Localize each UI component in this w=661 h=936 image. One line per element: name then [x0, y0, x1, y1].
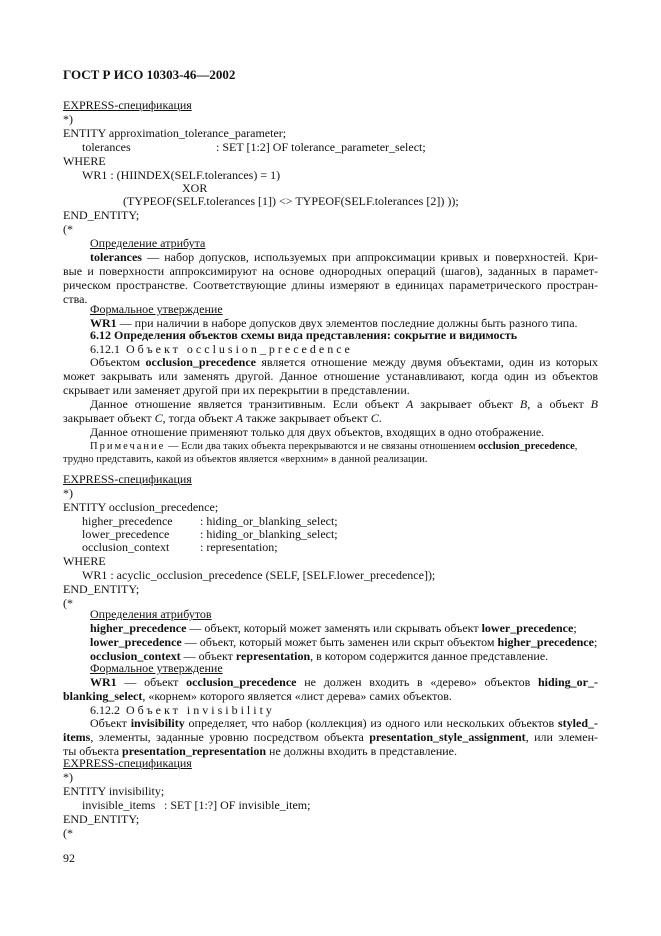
text: , а объект — [527, 397, 591, 411]
term: presentation_style_assignment — [369, 730, 526, 744]
comment-open: *) — [63, 112, 73, 126]
attr-def-heading: Определение атрибута — [90, 236, 206, 250]
text: ; — [593, 635, 598, 649]
attribute-name: lower_precedence — [82, 527, 170, 541]
text: определяет, что набор (коллекция) из одного или нескольких объектов — [184, 716, 558, 730]
rule-label: WR1 — [90, 316, 117, 330]
term: items — [63, 730, 91, 744]
comment-close: (* — [63, 826, 73, 840]
where-clause: WHERE — [63, 554, 106, 568]
var: A — [405, 397, 414, 411]
term: hiding_or_- — [537, 675, 598, 689]
attribute-type: : SET [1:2] OF tolerance_parameter_select; — [216, 140, 426, 154]
end-entity: END_ENTITY; — [63, 208, 140, 222]
text: , тогда объект — [162, 411, 236, 425]
text: — объект — [180, 649, 236, 663]
where-rule-cont: (TYPEOF(SELF.tolerances [1]) <> TYPEOF(SELF.tolerances [2]) )); — [123, 194, 459, 208]
text: ; — [573, 621, 577, 635]
attribute-type: : hiding_or_blanking_select; — [200, 514, 338, 528]
text: — набор допусков, используемых при аппроксимации кривых и поверхностей. Кри- — [141, 250, 598, 264]
note-label: Примечание — [90, 441, 166, 452]
comment-close: (* — [63, 596, 73, 610]
paragraph-line — [63, 411, 382, 425]
term: invisibility — [130, 716, 185, 730]
text: не должны входить в представление. — [266, 744, 458, 758]
page-number: 92 — [63, 851, 75, 865]
subsection-heading — [90, 703, 275, 717]
text: является отношение между двумя объектами, один из которых — [255, 355, 598, 369]
text: Данное отношение является транзитивным. Если объект — [90, 397, 406, 411]
formal-rule-cont — [63, 689, 452, 703]
term: styled_- — [558, 716, 598, 730]
attribute-type: : SET [1:?] OF invisible_item; — [164, 798, 311, 812]
subsection-name: invisibility — [186, 703, 275, 717]
text: — объект, который может заменять или скрывать объект — [186, 621, 482, 635]
subsection-heading — [90, 342, 353, 356]
text: — объект, который может быть заменен или скрыт объектом — [181, 635, 498, 649]
entity-declaration: ENTITY invisibility; — [63, 784, 165, 798]
comment-open: *) — [63, 486, 73, 500]
document-header: ГОСТ Р ИСО 10303-46—2002 — [63, 67, 236, 82]
subsection-number: 6.12.2 — [90, 703, 120, 717]
attr-def-paragraph-line — [63, 250, 598, 264]
attr-def-line — [90, 635, 597, 649]
entity-declaration: ENTITY approximation_tolerance_parameter; — [63, 126, 287, 140]
where-rule-xor: XOR — [182, 181, 208, 195]
text: , «корнем» которого является «лист дерева» самих объектов. — [142, 689, 452, 703]
text: , в котором содержится данное представление. — [310, 649, 549, 663]
where-rule: WR1 : acyclic_occlusion_precedence (SELF, [SELF.lower_precedence]); — [82, 568, 436, 582]
attr-defs-heading: Определения атрибутов — [90, 607, 212, 621]
var: A — [235, 411, 244, 425]
text: , элементы, заданные уровню посредством объекта — [90, 730, 370, 744]
paragraph-line: может закрывать или заменять другой. Данное отношение устанавливают, когда один из объектов — [63, 369, 598, 383]
express-spec-title: EXPRESS-спецификация — [63, 756, 192, 770]
text: Объектом — [90, 355, 146, 369]
text: , — [574, 441, 578, 452]
term: higher_precedence — [90, 621, 187, 635]
text: закрывает объект — [413, 397, 520, 411]
attr-def-line — [90, 621, 577, 635]
section-heading: 6.12 Определения объектов схемы вида представления: сокрытие и видимость — [90, 328, 518, 342]
term: occlusion_precedence — [478, 441, 575, 452]
term: occlusion_context — [90, 649, 181, 663]
term: representation — [235, 649, 311, 663]
paragraph-line — [63, 355, 598, 369]
text: . — [378, 411, 382, 425]
rule-label: WR1 — [90, 675, 117, 689]
var: B — [590, 397, 598, 411]
text: ты объекта — [63, 744, 123, 758]
term: lower_precedence — [90, 635, 182, 649]
paragraph-line — [63, 730, 598, 744]
subsection-label: Объект — [126, 703, 181, 717]
text: не должен входить в «дерево» объектов — [296, 675, 538, 689]
text: закрывает объект — [63, 411, 155, 425]
attribute-type: : representation; — [200, 540, 278, 554]
formal-rule — [63, 675, 598, 689]
express-spec-title: EXPRESS-спецификация — [63, 472, 192, 486]
rule-text: — при наличии в наборе допусков двух элементов последние должны быть разного типа. — [116, 316, 578, 330]
note-line: трудно представить, какой из объектов является «верхним» в данной реализации. — [63, 454, 428, 465]
comment-open: *) — [63, 770, 73, 784]
var: C — [370, 411, 379, 425]
attribute-name: tolerances — [82, 140, 131, 154]
where-rule: WR1 : (HIINDEX(SELF.tolerances) = 1) — [82, 168, 281, 182]
attr-def-paragraph-line: ства. — [63, 292, 88, 306]
formal-heading: Формальное утверждение — [90, 661, 223, 675]
entity-declaration: ENTITY occlusion_precedence; — [63, 500, 219, 514]
subsection-number: 6.12.1 — [90, 342, 120, 356]
attribute-name: invisible_items — [82, 798, 156, 812]
text: также закрывает объект — [243, 411, 371, 425]
term: occlusion_precedence — [145, 355, 256, 369]
end-entity: END_ENTITY; — [63, 812, 140, 826]
end-entity: END_ENTITY; — [63, 582, 140, 596]
attribute-name: occlusion_context — [82, 540, 170, 554]
var: B — [519, 397, 528, 411]
text: — Если два таких объекта перекрываются и не связаны отношением — [165, 441, 479, 452]
var: C — [154, 411, 163, 425]
paragraph-line: скрывает или заменяет другой при их перекрытии в представлении. — [63, 383, 410, 397]
text: , или элемен- — [525, 730, 598, 744]
paragraph-line: Данное отношение применяют только для двух объектов, входящих в одно отображение. — [90, 425, 545, 439]
term: presentation_representation — [122, 744, 267, 758]
term: tolerances — [90, 250, 142, 264]
subsection-label: Объект — [126, 342, 181, 356]
attr-def-paragraph-line: вые и поверхности аппроксимируют на основе однородных операций (шагов), заданных в парамет- — [63, 264, 598, 278]
where-clause: WHERE — [63, 154, 106, 168]
attribute-type: : hiding_or_blanking_select; — [200, 527, 338, 541]
formal-heading: Формальное утверждение — [90, 302, 223, 316]
term: occlusion_precedence — [186, 675, 297, 689]
subsection-name: occlusion_precedence — [186, 342, 353, 356]
text: Объект — [90, 716, 131, 730]
attr-def-paragraph-line: рическом пространстве. Соответствующие длины измеряют в единицах параметрического простран- — [63, 278, 598, 292]
express-spec-title: EXPRESS-спецификация — [63, 98, 192, 112]
term: lower_precedence — [481, 621, 574, 635]
comment-close: (* — [63, 222, 73, 236]
term: higher_precedence — [497, 635, 594, 649]
note-line — [90, 440, 577, 454]
attribute-name: higher_precedence — [82, 514, 173, 528]
paragraph-line — [63, 397, 598, 411]
paragraph-line — [63, 716, 598, 730]
term: blanking_select — [63, 689, 143, 703]
text: — объект — [116, 675, 187, 689]
